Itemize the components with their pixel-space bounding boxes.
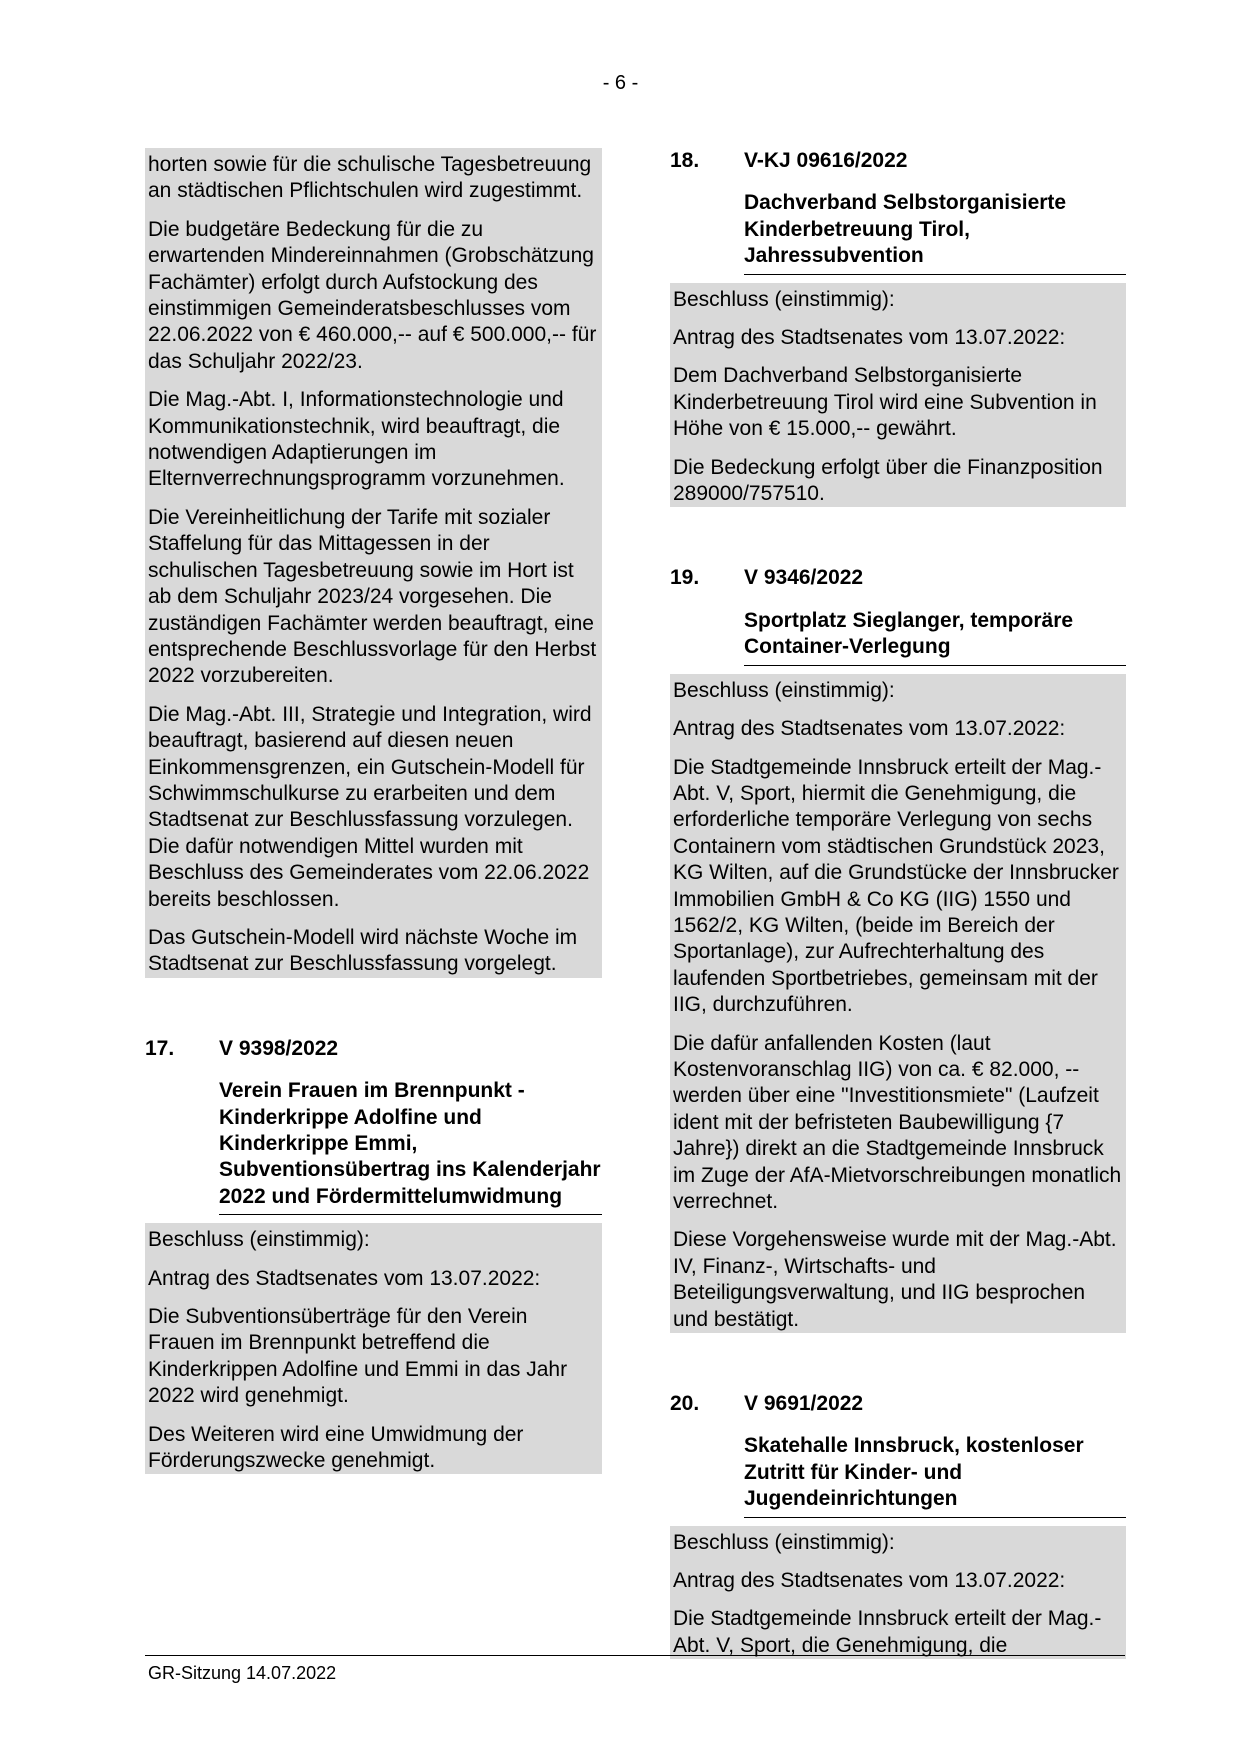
paragraph: Die Stadtgemeinde Innsbruck erteilt der Mag.-Abt. V, Sport, die Genehmigung, die <box>673 1607 1102 1657</box>
paragraph: Die Subventionsüberträge für den Verein Frauen im Brennpunkt betreffend die Kinderkrippen Adolfine und Emmi in das Jahr 2022 wird genehmigt. <box>148 1305 568 1408</box>
item-reference: V-KJ 09616/2022 <box>744 149 908 172</box>
paragraph: Antrag des Stadtsenates vom 13.07.2022: <box>148 1266 541 1290</box>
item-number: 19. <box>670 566 700 590</box>
item-title: Dachverband Selbstorganisierte Kinderbetreuung Tirol, Jahressubvention <box>744 190 1126 274</box>
paragraph: Die dafür anfallenden Kosten (laut Kostenvoranschlag IIG) von ca. € 82.000, -- werden über eine "Investitionsmiete" (Laufzeit ident mit der befristeten Baubewilligung {7 Jahre}) direkt an die Stadtgemeinde Innsbruck im Zuge der AfA-Mietvorschreibungen monatlich verrechnet. <box>673 1031 1122 1213</box>
paragraph: Diese Vorgehensweise wurde mit der Mag.-Abt. IV, Finanz-, Wirtschafts- und Beteiligungsverwaltung, und IIG besprochen und bestätigt. <box>673 1228 1117 1331</box>
agenda-item-20 <box>670 1391 1126 1659</box>
item-body <box>670 283 1126 508</box>
paragraph: Die Bedeckung erfolgt über die Finanzposition 289000/757510. <box>673 455 1103 506</box>
paragraph: Das Gutschein-Modell wird nächste Woche im Stadtsenat zur Beschlussfassung vorgelegt. <box>148 925 578 976</box>
paragraph: Die Mag.-Abt. III, Strategie und Integration, wird beauftragt, basierend auf diesen neuen Einkommensgrenzen, ein Gutschein-Modell für Schwimmschulkurse zu erarbeiten und dem Stadtsenat zur Beschlussfassung vorzulegen. Die dafür notwendigen Mittel wurden mit Beschluss des Gemeinderates vom 22.06.2022 bereits beschlossen. <box>148 702 592 911</box>
footer-divider <box>145 1655 1125 1656</box>
item-reference: V 9346/2022 <box>744 566 864 590</box>
agenda-item-17 <box>145 1036 602 1475</box>
paragraph: Die Mag.-Abt. I, Informationstechnologie und Kommunikationstechnik, wird beauftragt, die notwendigen Adaptierungen im Elternverrechnungsprogramm vorzunehmen. <box>148 388 565 491</box>
right-column <box>670 148 1126 1717</box>
item-title: Sportplatz Sieglanger, temporäre Container-Verlegung <box>744 608 1126 666</box>
agenda-item-19 <box>670 565 1126 1333</box>
paragraph: Beschluss (einstimmig): <box>673 678 895 702</box>
item-body <box>670 674 1126 1333</box>
item-body <box>145 1223 602 1474</box>
paragraph: Beschluss (einstimmig): <box>673 1530 895 1554</box>
item-reference: V 9398/2022 <box>219 1036 339 1060</box>
page-number: - 6 - <box>602 72 639 94</box>
item-body <box>670 1526 1126 1660</box>
paragraph: Die Vereinheitlichung der Tarife mit sozialer Staffelung für das Mittagessen in der schulischen Tagesbetreuung sowie im Hort ist ab dem Schuljahr 2023/24 vorgesehen. Die zuständigen Fachämter werden beauftragt, eine entsprechende Beschlussvorlage für den Herbst 2022 vorzubereiten. <box>148 505 597 688</box>
item-number: 18. <box>670 149 700 172</box>
paragraph: Des Weiteren wird eine Umwidmung der Förderungszwecke genehmigt. <box>148 1422 524 1473</box>
item-title: Skatehalle Innsbruck, kostenloser Zutritt für Kinder- und Jugendeinrichtungen <box>744 1433 1126 1517</box>
left-column <box>145 148 602 1532</box>
continuation-block <box>145 148 602 978</box>
paragraph: Beschluss (einstimmig): <box>673 287 895 311</box>
paragraph: horten sowie für die schulische Tagesbetreuung an städtischen Pflichtschulen wird zugestimmt. <box>148 153 592 203</box>
item-number: 17. <box>145 1036 175 1060</box>
paragraph: Dem Dachverband Selbstorganisierte Kinderbetreuung Tirol wird eine Subvention in Höhe von € 15.000,-- gewährt. <box>673 364 1097 441</box>
agenda-item-18 <box>670 148 1126 507</box>
paragraph: Die budgetäre Bedeckung für die zu erwartenden Mindereinnahmen (Grobschätzung Fachämter) erfolgt durch Aufstockung des einstimmigen Gemeinderatsbeschlusses vom 22.06.2022 von € 460.000,-- auf € 500.000,-- für das Schuljahr 2022/23. <box>148 217 597 373</box>
paragraph: Antrag des Stadtsenates vom 13.07.2022: <box>673 326 1066 350</box>
paragraph: Antrag des Stadtsenates vom 13.07.2022: <box>673 717 1066 741</box>
paragraph: Antrag des Stadtsenates vom 13.07.2022: <box>673 1569 1066 1593</box>
page-footer: GR-Sitzung 14.07.2022 <box>148 1663 337 1683</box>
item-reference: V 9691/2022 <box>744 1392 864 1416</box>
paragraph: Beschluss (einstimmig): <box>148 1228 370 1252</box>
item-number: 20. <box>670 1392 700 1416</box>
item-title: Verein Frauen im Brennpunkt - Kinderkrippe Adolfine und Kinderkrippe Emmi, Subventionsübertrag ins Kalenderjahr 2022 und Fördermittelumwidmung <box>219 1078 602 1215</box>
paragraph: Die Stadtgemeinde Innsbruck erteilt der Mag.-Abt. V, Sport, hiermit die Genehmigung, die erforderliche temporäre Verlegung von sechs Containern vom städtischen Grundstück 2023, KG Wilten, auf die Grundstücke der Innsbrucker Immobilien GmbH & Co KG (IIG) 1550 und 1562/2, KG Wilten, (beide im Bereich der Sportanlage), zur Aufrechterhaltung des laufenden Sportbetriebes, gemeinsam mit der IIG, durchzuführen. <box>673 755 1119 1017</box>
